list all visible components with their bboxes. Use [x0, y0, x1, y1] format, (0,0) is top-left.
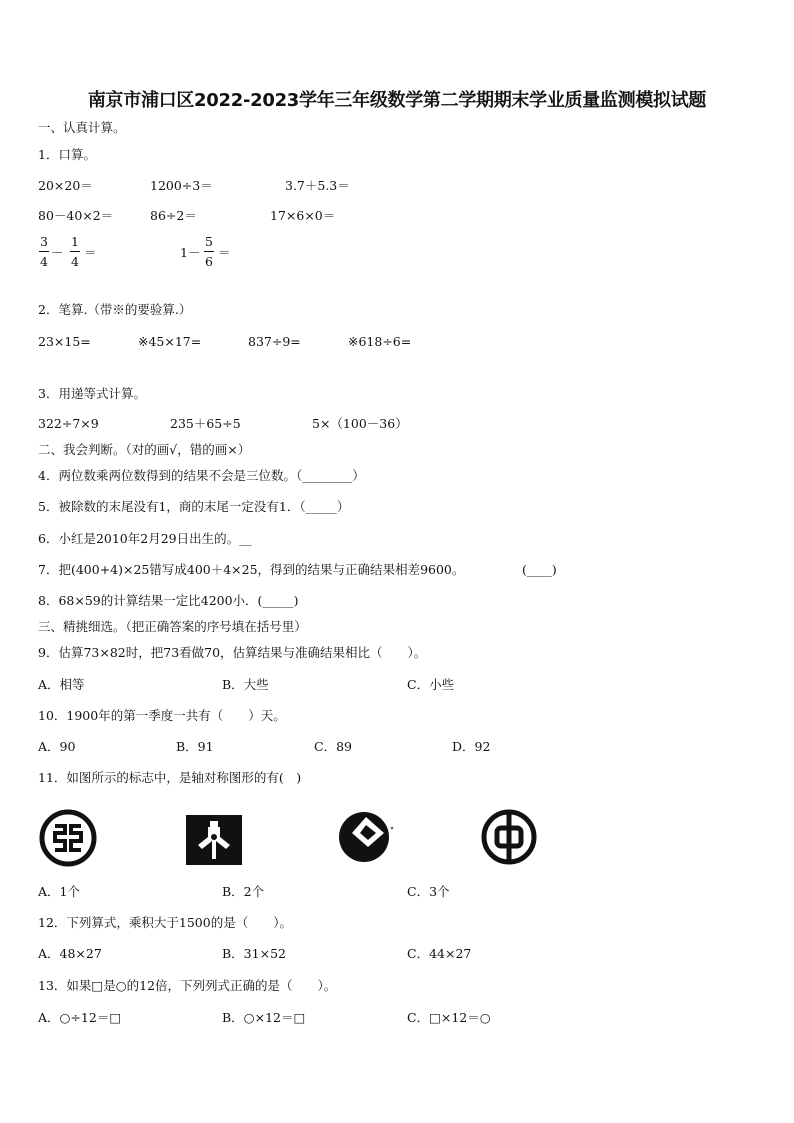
bank-logo-2-icon	[186, 815, 242, 865]
q1-item: 3.7＋5.3＝	[285, 178, 350, 193]
bank-logo-3-icon	[336, 810, 394, 864]
q2-heading: 2．笔算.（带※的要验算.）	[38, 302, 192, 317]
q9-option-c: C．小些	[407, 677, 455, 692]
fraction-1-4	[70, 234, 80, 269]
q12-option-c: C．44×27	[407, 946, 472, 961]
section-3-heading: 三、精挑细选。（把正确答案的序号填在括号里）	[38, 619, 307, 634]
q1-heading: 1．口算。	[38, 147, 96, 162]
fraction-denominator: 4	[71, 254, 79, 269]
q11-option-a: A．1个	[38, 884, 80, 899]
equals-sign: ＝	[84, 245, 97, 260]
q2-item: ※45×17=	[138, 334, 202, 349]
q13-option-b: B．○×12＝□	[222, 1010, 306, 1025]
q13-option-a: A．○÷12＝□	[38, 1010, 122, 1025]
q7-answer-blank: (____)	[522, 562, 557, 577]
q11-option-b: B．2个	[222, 884, 265, 899]
q13-text: 13．如果□是○的12倍，下列列式正确的是（ ）。	[38, 978, 337, 993]
q1-item: 17×6×0＝	[270, 208, 336, 223]
bank-logo-1-icon	[38, 808, 98, 868]
one-minus: 1－	[180, 245, 201, 260]
section-2-heading: 二、我会判断。（对的画√，错的画×）	[38, 442, 251, 457]
q12-option-a: A．48×27	[38, 946, 102, 961]
fraction-bar	[70, 251, 80, 252]
q11-text: 11．如图所示的标志中，是轴对称图形的有( )	[38, 770, 302, 785]
q10-text: 10．1900年的第一季度一共有（ ）天。	[38, 708, 286, 723]
q8-text: 8．68×59的计算结果一定比4200小．(_____)	[38, 593, 299, 608]
bank-logo-4-icon	[480, 808, 538, 866]
q3-item: 5×（100－36）	[312, 416, 408, 431]
q5-text: 5．被除数的末尾没有1，商的末尾一定没有1．（_____）	[38, 499, 350, 514]
q12-text: 12．下列算式，乘积大于1500的是（ ）。	[38, 915, 292, 930]
page-title: 南京市浦口区2022-2023学年三年级数学第二学期期末学业质量监测模拟试题	[87, 90, 707, 111]
q1-item: 86÷2＝	[150, 208, 197, 223]
fraction-3-4	[39, 234, 49, 269]
q4-text: 4．两位数乘两位数得到的结果不会是三位数。（________）	[38, 468, 365, 483]
q10-option-a: A．90	[38, 739, 76, 754]
q10-option-d: D．92	[452, 739, 491, 754]
q7-text: 7．把(400+4)×25错写成400＋4×25，得到的结果与正确结果相差9600。	[38, 562, 465, 577]
minus-sign: －	[51, 245, 64, 260]
fraction-bar	[39, 251, 49, 252]
fraction-denominator: 4	[40, 254, 48, 269]
q12-option-b: B．31×52	[222, 946, 286, 961]
fraction-bar	[204, 251, 214, 252]
q9-option-a: A．相等	[38, 677, 85, 692]
q1-item: 1200÷3＝	[150, 178, 213, 193]
q1-item: 80－40×2＝	[38, 208, 114, 223]
q3-item: 235＋65÷5	[170, 416, 241, 431]
fraction-numerator: 5	[205, 234, 213, 249]
equals-sign: ＝	[218, 245, 231, 260]
q9-option-b: B．大些	[222, 677, 269, 692]
q9-text: 9．估算73×82时，把73看做70，估算结果与准确结果相比（ ）。	[38, 645, 427, 660]
q10-option-c: C．89	[314, 739, 352, 754]
fraction-numerator: 1	[71, 234, 79, 249]
q2-item: 23×15=	[38, 334, 91, 349]
q13-option-c: C．□×12＝○	[407, 1010, 491, 1025]
q3-heading: 3．用递等式计算。	[38, 386, 146, 401]
q2-item: ※618÷6=	[348, 334, 412, 349]
fraction-denominator: 6	[205, 254, 213, 269]
fraction-numerator: 3	[40, 234, 48, 249]
q1-item: 20×20＝	[38, 178, 93, 193]
section-1-heading: 一、认真计算。	[38, 120, 126, 135]
q6-text: 6．小红是2010年2月29日出生的。__	[38, 531, 252, 546]
fraction-5-6	[204, 234, 214, 269]
q2-item: 837÷9=	[248, 334, 301, 349]
q10-option-b: B．91	[176, 739, 214, 754]
q3-item: 322÷7×9	[38, 416, 99, 431]
q11-option-c: C．3个	[407, 884, 450, 899]
